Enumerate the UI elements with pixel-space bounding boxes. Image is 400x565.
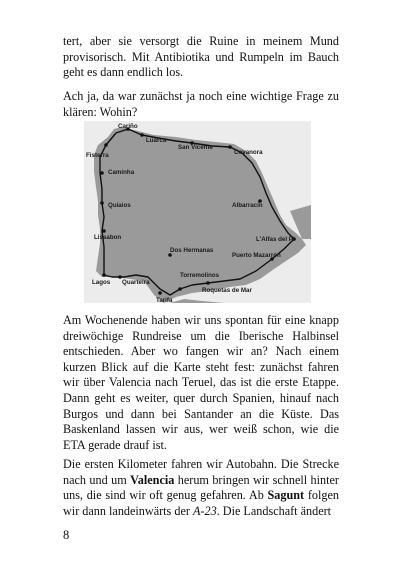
label-torremolinos: Torremolinos <box>180 272 220 279</box>
label-luarca: Luarca <box>146 137 167 144</box>
label-fisterra: Fisterra <box>86 152 109 159</box>
dot-roquetas <box>206 281 210 285</box>
label-carino: Cariño <box>118 123 138 130</box>
paragraph-2: Ach ja, da war zunächst ja noch eine wichtige Frage zu klären: Wohin? <box>63 89 339 119</box>
dot-luarca <box>140 133 144 137</box>
dot-tarifa <box>158 291 162 295</box>
dot-covanora <box>228 145 232 149</box>
label-covanora: Covanora <box>234 149 263 156</box>
place-sagunt: Sagunt <box>267 488 305 503</box>
label-san-vicente: San Vicente <box>178 144 213 151</box>
dot-torremolinos <box>178 287 182 291</box>
label-dos-hermanas: Dos Hermanas <box>170 247 214 254</box>
label-albarracin: Albarracín <box>232 202 263 209</box>
iberian-route-map <box>84 121 311 303</box>
label-quarteira: Quarteira <box>122 279 150 286</box>
label-puerto-mazarron: Puerto Mazarrón <box>232 252 281 259</box>
paragraph-4-text-b: herum bringen wir schnell hinter uns, die sind wir oft genug gefahren. Ab <box>63 472 339 503</box>
label-tarifa: Tarifa <box>156 297 173 303</box>
label-quiaios: Quiaios <box>108 202 131 209</box>
dot-fisterra <box>104 143 108 147</box>
paragraph-4-text-d: . Die Landschaft ändert <box>216 503 332 518</box>
paragraph-1: tert, aber sie versorgt die Ruine in meinem Mund provisorisch. Mit Antibiotika und Rumpeln im Bauch geht es dann endlich los. <box>63 34 339 80</box>
paragraph-4-text-c: folgen wir dann landeinwärts der <box>63 488 339 518</box>
dot-lissabon <box>102 229 106 233</box>
label-lissabon: Lissabon <box>94 234 122 241</box>
label-caminha: Caminha <box>108 169 135 176</box>
paragraph-3: Am Wochenende haben wir uns spontan für eine knapp dreiwöchige Rundreise um die Iberische Halbinsel entschieden. Aber wo fangen wir an? Nach einem kurzen Blick auf die Karte steht fest: zunächst fahren wir über Valencia nach Teruel, das ist die erste Etappe. Dann geht es weiter, quer durch Spanien, hinauf nach Burgos und dann bei Santander an die Küste. Das Baskenland lassen wir aus, wer weiß schon, wie die ETA gerade drauf ist. <box>63 313 339 452</box>
road-a23: A-23 <box>192 503 217 518</box>
label-lalfas: L'Alfas del Pi <box>256 236 295 243</box>
place-valencia: Valencia <box>130 472 175 487</box>
label-roquetas: Roquetas de Mar <box>202 287 252 294</box>
dot-caminha <box>100 171 104 175</box>
label-lagos: Lagos <box>92 279 111 286</box>
page-number: 8 <box>63 528 70 542</box>
dot-quiaios <box>100 201 104 205</box>
dot-lagos <box>102 273 106 277</box>
paragraph-4-text-a: Die ersten Kilometer fahren wir Autobahn. Die Strecke nach und um <box>63 457 339 487</box>
paragraph-4 <box>63 457 339 519</box>
